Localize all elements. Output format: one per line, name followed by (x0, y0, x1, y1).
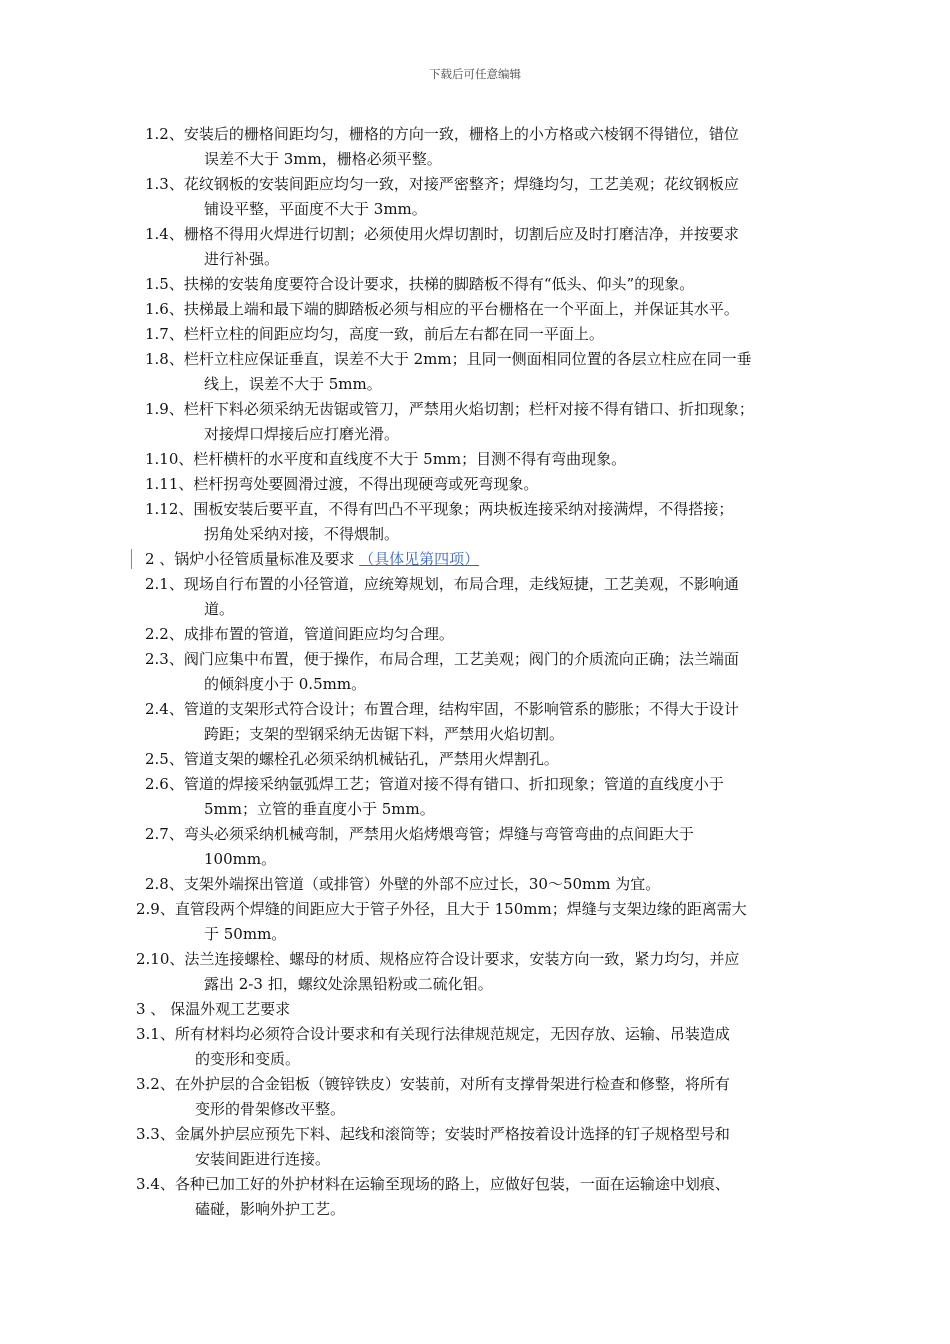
text-line: 3.2、在外护层的合金铝板（镀锌铁皮）安装前，对所有支撑骨架进行检查和修整，将所有 (136, 1075, 730, 1093)
text-line: 1.5、扶梯的安装角度要符合设计要求，扶梯的脚踏板不得有“低头、仰头”的现象。 (145, 275, 695, 293)
text-line: 铺设平整，平面度不大于 3mm。 (204, 200, 427, 218)
section-heading-2 (145, 549, 479, 569)
text-line: 2.4、管道的支架形式符合设计；布置合理，结构牢固，不影响管系的膨胀；不得大于设计 (145, 700, 739, 718)
text-line: 2.10、法兰连接螺栓、螺母的材质、规格应符合设计要求，安装方向一致，紧力均匀，并应 (136, 950, 740, 968)
section-heading-3: 3 、 保温外观工艺要求 (136, 1000, 291, 1018)
text-line: 100mm。 (204, 850, 277, 868)
text-line: 2.3、阀门应集中布置，便于操作，布局合理，工艺美观；阀门的介质流向正确；法兰端面 (145, 650, 739, 668)
text-line: 线上，误差不大于 5mm。 (204, 375, 382, 393)
text-line: 2.2、成排布置的管道，管道间距应均匀合理。 (145, 625, 454, 643)
text-line: 1.11、栏杆拐弯处要圆滑过渡，不得出现硬弯或死弯现象。 (145, 475, 539, 493)
text-line: 2.8、支架外端探出管道（或排管）外壁的外部不应过长，30～50mm 为宜。 (145, 875, 661, 893)
text-line: 3.4、各种已加工好的外护材料在运输至现场的路上，应做好包装，一面在运输途中划痕、 (136, 1175, 730, 1193)
text-line: 2.6、管道的焊接采纳氩弧焊工艺；管道对接不得有错口、折扣现象；管道的直线度小于 (145, 775, 724, 793)
text-line: 磕碰，影响外护工艺。 (195, 1200, 346, 1218)
text-line: 跨距；支架的型钢采纳无齿锯下料，严禁用火焰切割。 (204, 725, 565, 743)
text-line: 对接焊口焊接后应打磨光滑。 (204, 425, 400, 443)
text-line: 变形的骨架修改平整。 (195, 1100, 346, 1118)
text-line: 1.10、栏杆横杆的水平度和直线度不大于 5mm；目测不得有弯曲现象。 (145, 450, 627, 468)
text-line: 道。 (204, 600, 235, 618)
page-header: 下载后可任意编辑 (429, 67, 521, 81)
text-line: 1.2、安装后的栅格间距均匀，栅格的方向一致，栅格上的小方格或六棱钢不得错位，错位 (145, 125, 739, 143)
text-line: 1.9、栏杆下料必须采纳无齿锯或管刀，严禁用火焰切割；栏杆对接不得有错口、折扣现象； (145, 400, 754, 418)
text-line: 1.6、扶梯最上端和最下端的脚踏板必须与相应的平台栅格在一个平面上，并保证其水平。 (145, 300, 739, 318)
text-line: 于 50mm。 (204, 925, 287, 943)
text-line: 1.8、栏杆立柱应保证垂直，误差不大于 2mm；且同一侧面相同位置的各层立柱应在同一垂 (145, 350, 752, 368)
text-line: 的变形和变质。 (195, 1050, 301, 1068)
text-line: 2.1、现场自行布置的小径管道，应统筹规划，布局合理，走线短捷，工艺美观，不影响通 (145, 575, 739, 593)
text-line: 1.3、花纹钢板的安装间距应均匀一致，对接严密整齐；焊缝均匀，工艺美观；花纹钢板应 (145, 175, 739, 193)
text-line: 1.7、栏杆立柱的间距应均匀，高度一致，前后左右都在同一平面上。 (145, 325, 604, 343)
text-line: 1.12、围板安装后要平直，不得有凹凸不平现象；两块板连接采纳对接满焊，不得搭接； (145, 500, 734, 518)
text-line: 的倾斜度小于 0.5mm。 (204, 675, 367, 693)
text-line: 3.1、所有材料均必须符合设计要求和有关现行法律规范规定，无因存放、运输、吊装造成 (136, 1025, 730, 1043)
section-heading-text: 2 、锅炉小径管质量标准及要求 (145, 550, 355, 568)
text-line: 2.5、管道支架的螺栓孔必须采纳机械钻孔，严禁用火焊割孔。 (145, 750, 559, 768)
text-line: 进行补强。 (204, 250, 280, 268)
text-line: 拐角处采纳对接，不得煨制。 (204, 525, 400, 543)
text-line: 3.3、金属外护层应预先下料、起线和滚筒等；安装时严格按着设计选择的钉子规格型号和 (136, 1125, 730, 1143)
change-bar (131, 549, 132, 569)
reference-link[interactable]: （具体见第四项） (359, 550, 480, 568)
text-line: 安装间距进行连接。 (195, 1150, 331, 1168)
text-line: 2.9、直管段两个焊缝的间距应大于管子外径，且大于 150mm；焊缝与支架边缘的距离需大 (136, 900, 747, 918)
text-line: 露出 2-3 扣，螺纹处涂黑铅粉或二硫化钼。 (204, 975, 493, 993)
text-line: 1.4、栅格不得用火焊进行切割；必须使用火焊切割时，切割后应及时打磨洁净，并按要求 (145, 225, 739, 243)
text-line: 5mm；立管的垂直度小于 5mm。 (204, 800, 435, 818)
text-line: 误差不大于 3mm，栅格必须平整。 (204, 150, 442, 168)
text-line: 2.7、弯头必须采纳机械弯制，严禁用火焰烤煨弯管；焊缝与弯管弯曲的点间距大于 (145, 825, 694, 843)
